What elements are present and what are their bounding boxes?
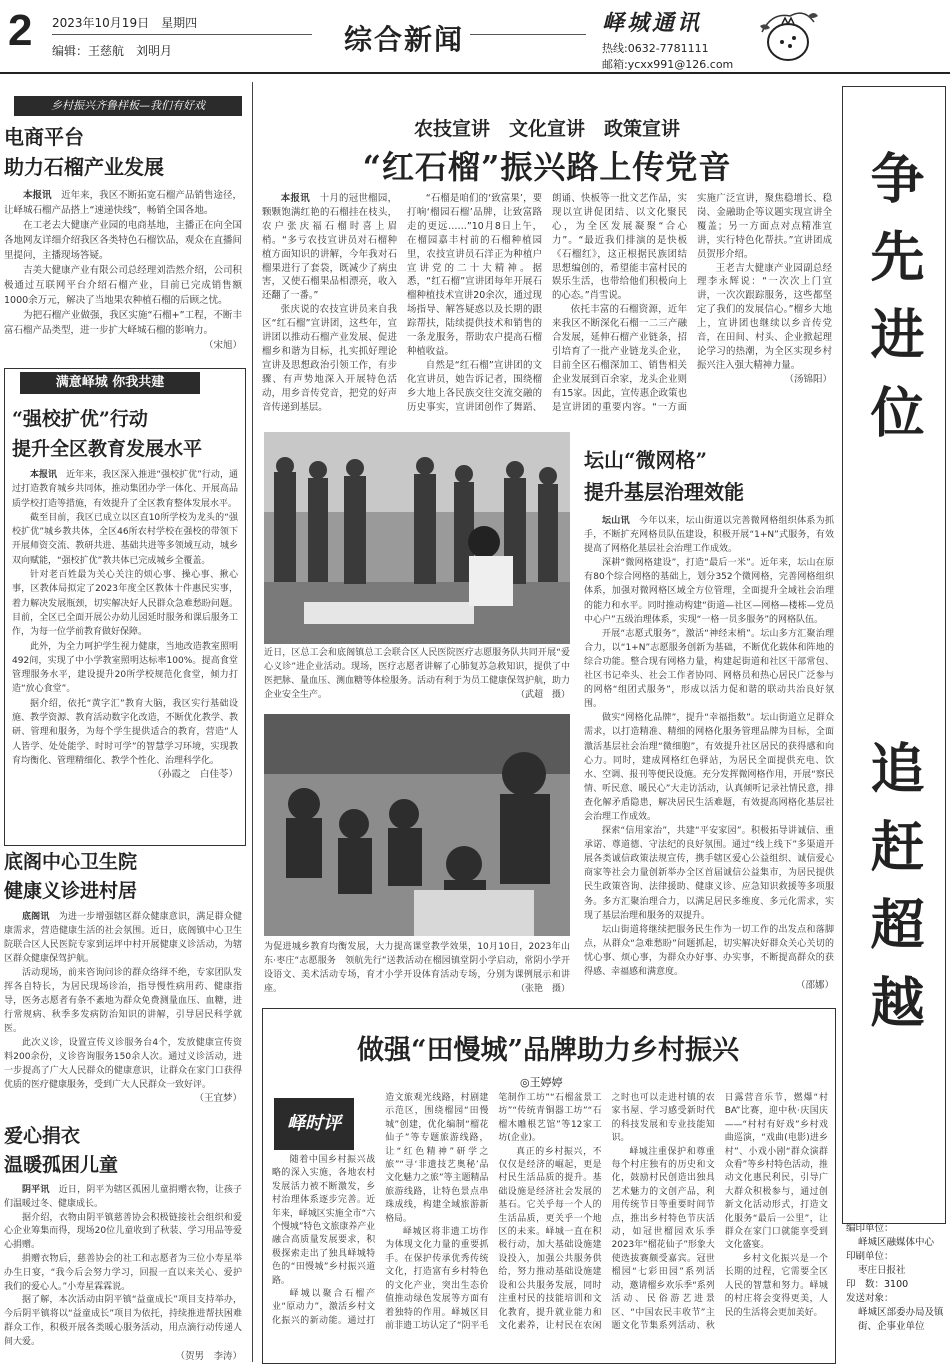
hotline: 热线:0632-7781111 [602, 42, 709, 55]
banner-village: 乡村振兴齐鲁样板—我们有好戏 [14, 96, 242, 116]
center-headline: “红石榴”振兴路上传党音 [362, 148, 732, 186]
article-clinic: 底阁中心卫生院 健康义诊进村居 底阁讯 为进一步增强辖区群众健康意识，满足群众健康需求，营造健康生活的社会氛围。近日，底阁镇中心卫生院联合区人民医院专家到运坪中村开展健康义诊活动，为辖区群众健康保驾护航。 活动现场，前来咨询问诊的群众络绎不绝，专家团队发挥各自特长，为居民现场诊治，指导慢性病用药、健康指导，医务志愿者有条不紊地为群众免费测量血压、血糖，进行常规病、秋季多发病防治知识的讲解，引导居民科学就医。 此次义诊，设置宣传义诊服务台4个，发放健康宣传资料200余份，义诊咨询服务150余人次。通过义诊活动，进一步提高了广大人民群众的健康意识，让群众在家门口获得优质的医疗健康服务，受到广大人民群众一致好评。 （王宜梦） [4, 848, 242, 1106]
center-article-body: 本报讯 十月的冠世榴园，颗颗饱满红艳的石榴挂在枝头，农户张庆福石榴时喜上眉梢。“多亏农技宣讲员对石榴种植方面知识的讲解，今年我对石榴果进行了套袋，既减少了病虫害，又使石榴果品相漂亮，收入还翻了一番。” 张庆说的农技宣讲员来自我区“红石榴”宣讲团，这些年，宣讲团以推动石榴产业发展、促进榴乡和谐为目标，扎实抓好理论宣讲及思想政治引领工作，有步骤、有声势地深入开展特色活动，用乡音传党音，把党的好声音传递到基层。 “石榴是咱们的‘致富果’，要打响‘榴园石榴’品牌，让致富路走的更远……”10月8日上午，在榴园嘉丰村前的石榴种植园里，农技宣讲员石洋正为种植户宣讲党的二十大精神。据悉，“红石榴”宣讲团每年开展石榴种植技术宣讲20余次，通过现场指导、解答疑惑以及长期的跟踪帮扶，陆续提供技术和销售的一条龙服务，帮助农户提高石榴种植收益。 自然是“红石榴”宣讲团的文化宣讲员，她告诉记者，围绕榴乡大地上各民族交往交流交融的历史事实，宣讲团创作了舞蹈、朗诵、快板等一批文艺作品，实现以宣讲促团结、以文化聚民心，为全区发展凝聚“合心力”。“最近我们排演的是快板《石榴红》，这正根据民族团结思想编创的，希望能丰富村民的娱乐生活，也带给他们积极向上的心态。”肖雪说。 依托丰富的石榴资源，近年来我区不断深化石榴一二三产融合发展，延伸石榴产业链条，招引培育了一批产业链龙头企业，目前全区石榴深加工、销售相关企业发展到百余家，龙头企业则有15家。因此，宣传惠企政策也是宣讲团的重要内容。“一方面实施广泛宣讲，聚焦稳增长、稳岗、金融助企等议题实现宣讲全覆盖；另一方面点对点精准宣讲，实行特色化帮扶。”宣讲团成员贺彤介绍。 王老吉大健康产业园副总经理李永辉说：“一次次上门宣讲，一次次跟踪服务，这些都坚定了我们的发展信心。”榴乡大地上，宣讲团也继续以乡音传党音，在田间、村头、企业掀起理论学习的热潮，为全区实现乡村振兴注入强大精神力量。 （汤锦阳） [262, 193, 832, 413]
commentary-author: ◎王婷婷 [520, 1076, 563, 1089]
photo1-credit: （武超 摄） [515, 690, 570, 700]
photo2-caption: 为促进城乡教育均衡发展，大力提高课堂教学效果，10月10日，2023年山东·枣庄“志愿服务 领航先行”送教活动在榴园镇堂阴小学启动，常阴小学开设语文、美术活动专场，育才小学开设体育活动专场，分别为课例展示和讲座。 （张艳 摄） [264, 942, 570, 994]
section-title: 综合新闻 [344, 23, 465, 56]
photo2-credit: （张艳 摄） [515, 984, 570, 994]
commentary-headline: 做强“田慢城”品牌助力乡村振兴 [356, 1035, 740, 1066]
slogan-second: 追赶超越 [862, 740, 926, 1052]
editors: 编辑：王慈航 刘明月 [52, 44, 173, 58]
center-kicker: 农技宣讲 文化宣讲 政策宣讲 [413, 118, 680, 140]
article-title: “强校扩优”行动 提升全区教育发展水平 [12, 408, 203, 460]
issue-date: 2023年10月19日 星期四 [52, 16, 198, 30]
page-header [0, 0, 950, 76]
photo1-caption: 近日，区总工会和底阁镇总工会联合区人民医院医疗志愿服务队共同开展“爱心义诊”进企业活动。现场，医疗志愿者讲解了心肺复苏急救知识，提供了中医把脉、量血压、测血糖等体检服务。活动有利于为员工健康保驾护航，助力企业安全生产。 （武超 摄） [264, 648, 571, 700]
photo-classroom [264, 714, 570, 936]
article-clothing: 爱心捐衣 温暖孤困儿童 阴平讯 近日，阴平为辖区孤困儿童捐赠衣物，让孩子们温暖过冬、健康成长。 据介绍，衣物由阴平镇慈善协会积极链接社会组织和爱心企业筹集而得，现场20位儿童收到了秋装、学习用品等爱心捐赠。 捐赠衣物后，慈善协会的社工和志愿者为三位小寿星举办生日宴，“我今后会努力学习，回报一直以来关心、爱护我们的爱心人。”小寿星霖霖说。 据了解，本次活动由阴平镇“益童成长”项目支持举办，今后阴平镇将以“益童成长”项目为依托，持续推进帮扶困难群众工作，积极开展各类暖心服务活动，用点滴行动传递人间大爱。 （贺男 李涛） [4, 1122, 242, 1363]
article-title: 爱心捐衣 温暖孤困儿童 [4, 1125, 119, 1176]
contact-email: 邮箱:ycxx991@126.com [602, 58, 734, 71]
commentary-body: 随着中国乡村振兴战略的深入实施，各地农村发展活力被不断激发，乡村治理体系逐步完善。近年来，峄城区实施全市“六个慢城”特色文旅康养产业融合高质量发展要求，积极探索走出了独具峄城特色的“田慢城”乡村振兴道路。 峄城以聚合石榴产业“原动力”，激活乡村文化振兴的新动能。通过打造文旅观光线路，村剧建示范区，围绕榴园“田慢城”创建，优化编制“榴花仙子”等专题旅游线路，让“红色精神”研学之旅”“寻‘非遗技艺奥秘’品文化魅力之旅”等主题精品旅游线路，让特色景点串珠成线，构建全域旅游新格局。 峄城区将非遗工坊作为体现文化力量的重要抓手。在保护传承优秀传统文化，打造富有乡村特色的文化产业，突出生态价值推动绿色发展等方面有着独特的作用。峄城区目前非遗工坊认定了“阴平毛笔制作工坊”“石榴盆景工坊”“传统青铜器工坊”“石榴木雕根艺馆”等12家工坊(企业)。 真正的乡村振兴，不仅仅是经济的崛起，更是村民生活品质的提升。基础设施是经济社会发展的基石。它关乎每一个人的生活品质，更关乎一个地区的未来。峄城一直在积极行动，加大基础设施建设投入，加强公共服务供给，努力推动基础设施建设和公共服务发展，同时注重村民的技能培训和文化教育，提升就业能力和文化素养，让村民在农闲之时也可以走进村镇的农家书屋、学习感受新时代的科技发展和专业技能知识。 峄城注重保护和尊重每个村庄独有的历史和文化，鼓励村民创造出独具艺术魅力的文创产品，利用传统节日等重要时间节点，推出乡村特色节庆活动，如冠世榴园欢乐季2023年“榴花仙子”形象大使选拔赛颇受嘉宾。冠世榴园“七彩田园”系列活动，邀请榴乡欢乐季“系列活动、民俗游艺进景区、“中国农民丰收节”主题文化节集系列活动、秋日露营音乐节，燃爆“村BA”比赛，迎中秋·庆国庆——“村村有好戏”乡村戏曲巡演，“戏曲(电影)进乡村”、小戏小剧“群众演群众看”等乡村特色活动，推动文化惠民利民，引导广大群众积极参与，通过创新文化活动形式，打造文化服务“最后一公里”，让群众在家门口就能享受到文化盛宴。 乡村文化振兴是一个长期的过程，它需要全区人民的智慧和努力。峄城的村庄将会变得更美，人民的生活将会更加美好。 [272, 1093, 828, 1331]
column-logo: 峄时评 [274, 1098, 354, 1150]
article-tanshan: 坛山“微网格” 提升基层治理效能 坛山讯 今年以来，坛山街道以完善微网格组织体系为抓手，不断扩充网格员队伍建设，积极开展“1+N”式服务，有效提高了网格化基层社会治理工作成效。 深耕“微网格建设”，打造“最后一米”。近年来，坛山在原有80个综合网格的基础上，划分352个微网格，完善网格组织体系，加强对微网格区域全方位管理，全面提升全域社会治理的能力和水平。同时推动构建“街道—社区—网格—楼栋—党员中心户”五级治理体系，实现“一格一员多服务”的网格队伍。 开展“志愿式服务”，激活“神经末梢”。坛山多方汇聚治理合力，以“1+N”志愿服务创新为基础，不断优化载体和阵地的综合功能。整合现有网格力量，构建起街道和社区干部常包、社区书记牵头、社会工作者协同、网格员和热心居民广泛参与的网格“组团式服务”，形成以活力促和谐的联动共治良好氛围。 做实“网格化品牌”，提升“幸福指数”。坛山街道立足群众需求，以打造精准、精细的网格化服务管理品牌为目标，全面激活基层社会治理“微细胞”，有效提升社区居民的获得感和向心力。同时，建成网格红色驿站，为居民全面提供充电、饮水、空调、报刊等便民设施。充分发挥微网格作用，开展“察民情、听民意、暖民心”大走访活动，认真倾听记录社情民意，排查化解矛盾隐患，解决居民生活难题，有效提高网格化基层社会治理工作成效。 探索“信用家治”，共建“平安家园”。积极拓导讲诚信、重承诺、尊道德、守法纪的良好氛围。通过“线上线下”多渠道开展各类诚信政策法规宣传，携手辖区爱心公益组织、诚信爱心商家等社会力量创新举办全区首届诚信公益集市，为居民提供民生政策咨询、法律援助、健康义诊、应急知识救援等多项服务。多方汇聚治理合力，以满足居民多维度、多元化需求，实现了基层治理和服务的双提升。 坛山街道将继续把服务民生作为一切工作的出发点和落脚点，从群众“急难愁盼”问题抓起，切实解决好群众关心关切的忧心事、烦心事，为群众办好事、办实事，不断提高群众的获得感、幸福感和满意度。 （邵娜） [584, 444, 834, 993]
article-title: 底阁中心卫生院 健康义诊进村居 [4, 851, 138, 902]
article-title: 坛山“微网格” 提升基层治理效能 [584, 448, 744, 504]
banner-satisfied: 满意峄城 你我共建 [20, 372, 200, 394]
article-title: 电商平台 助力石榴产业发展 [4, 125, 164, 179]
page-number: 2 [8, 6, 33, 55]
slogan-first: 争先进位 [862, 150, 926, 462]
brand-logo: 峄城通讯 [602, 10, 703, 36]
pomegranate-illustration [752, 2, 822, 68]
photo-medical-volunteers [264, 432, 570, 644]
article-ecommerce: 电商平台 助力石榴产业发展 本报讯 近年来，我区不断拓宽石榴产品销售途径，让峄城石榴产品搭上“速递快线”，畅销全国各地。 在工老去大健康产业园的电商基地，主播正在向全国各地网友详细介绍我区各类特色石榴饮品，观众在直播间里提问，主播现场答疑。 吉美大健康产业有限公司总经理刘浩然介绍，公司积极通过互联网平台介绍石榴产业，目前已完成销售额1000余万元，解决了当地果农种植石榴的后顾之忧。 为把石榴产业做强，我区实施“石榴+”工程，不断丰富石榴产品类型，进一步扩大峄城石榴的影响力。 （宋旭） [4, 122, 242, 353]
article-education: “强校扩优”行动 提升全区教育发展水平 本报讯 近年来，我区深入推进“强校扩优”行动，通过打造教育城乡共同体，推动集团办学一体化、开展高品质学校打造等措施，有效提升了全区教育整体发展水平。 截至目前，我区已成立以区直10所学校为龙头的“强校扩优”城乡教共体，全区46所农村学校在强校的带领下开展师资交流、教研共进、基础共进等多领域互动，城乡双向赋能，“强校扩优”教共体已完成城乡全覆盖。 针对老百姓最为关心关注的烦心事、操心事、揪心事，区教体局拟定了2023年度全区教体十件惠民实事，着力解决发展瓶颈，切实解决好人民群众急难愁盼问题。目前，全区已全面开展公办幼儿园延时服务和课后服务工作，为每一位学前教育做好保障。 此外，为全力呵护学生视力健康，当地改造教室照明492间，实现了中小学教室照明达标率100%。提高食堂管理服务水平，建设提升20所学校规范化食堂，倾力打造“放心食堂”。 据介绍，依托“黄字汇”教育大脑，我区实行基础设施、教学资源、教育活动数字化改造，不断优化教学、教研、管理和服务，为每个学生提供适合的教育，营造“人人皆学、处处能学、时时可学”的智慧学习环境，实现教育均衡化、管理精细化、教学个性化、治理科学化。 （孙霞之 白佳苓） [12, 404, 238, 783]
publication-info: 编印单位： 峄城区融媒体中心 印刷单位： 枣庄日报社 印 数：3100 发送对象： 峄城区部委办局及镇街、企事业单位 [846, 1223, 944, 1332]
